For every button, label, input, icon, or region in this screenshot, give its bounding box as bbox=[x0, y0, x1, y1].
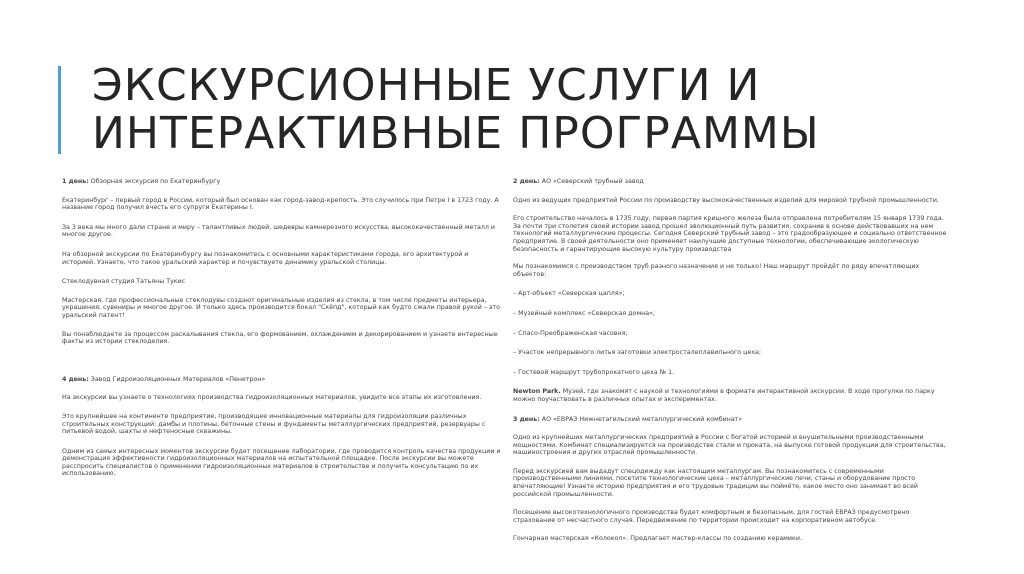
left-paragraph-8: Это крупнейшее на континенте предприятие, производящее инновационные материалы для гидроизоляции различных строительных конструкций: дамбы и плотины, бетонные стены и фундаменты металлургических предприятий, резервуары с питьевой водой, шахты и нефтеносные скважины. bbox=[62, 412, 486, 436]
day1-label: 1 день: bbox=[62, 178, 89, 185]
day1-heading bbox=[62, 178, 502, 186]
slide-title-line-1: ЭКСКУРСИОННЫЕ УСЛУГИ И bbox=[92, 60, 761, 111]
left-paragraph-7: На экскурсии вы узнаете о технологиях производства гидроизоляционных материалов, увидите все этапы их изготовления. bbox=[62, 394, 482, 402]
newton-park-paragraph bbox=[513, 388, 953, 403]
left-column bbox=[62, 178, 502, 478]
left-paragraph-3: На обзорной экскурсии по Екатеринбургу вы познакомитесь с основными характеристиками города, его архитектурой и историей. Узнаете, что такое уральский характер и почувствуете динамику уральской столицы. bbox=[62, 250, 469, 266]
newton-park-text: Музей, где знакомят с наукой и технологиями в формате интерактивной экскурсии. В ходе прогулки по парку можно поучаствовать в различных опытах и экспериментах. bbox=[513, 388, 935, 403]
left-paragraph-2: За 3 века мы много дали стране и миру – талантливых людей, шедевры камнерезного искусства, высококачественный металл и многое другое. bbox=[62, 223, 496, 239]
right-paragraph-3: Мы познакомимся с производством труб разного назначения и не только! Наш маршрут пройдёт по ряду впечатляющих объектов: bbox=[513, 263, 920, 278]
title-accent-bar bbox=[58, 66, 61, 154]
day3-title: АО «ЕВРАЗ Нижнетагильский металлургический комбинат» bbox=[539, 415, 743, 423]
route-item-4: – Участок непрерывного литья заготовки электросталеплавильного цеха; bbox=[513, 349, 762, 357]
left-paragraph-9: Одним из самых интересных моментов экскурсии будет посещение лаборатории, где проводится контроль качества продукции и демонстрация эффективности гидроизоляционных материалов на испытательной площадке. После экскурсии вы можете расспросить специалистов о применении гидроизоляционных материалов в строительстве и получить консультацию по их использованию. bbox=[62, 447, 501, 478]
left-paragraph-6: Вы понаблюдаете за процессом раскалывания стекла, его формованием, охлаждением и декорированием и узнаете интересные факты из истории стеклоделия. bbox=[62, 330, 498, 346]
route-item-2: – Музейный комплекс «Северская домна»; bbox=[513, 309, 656, 317]
left-paragraph-1: Екатеринбург – первый город в России, который был основан как город-завод-крепость. Это случилось при Петре I в 1723 году. А название город получил вчесть его супруги Екатерины I. bbox=[62, 196, 499, 212]
right-paragraph-4: Одно из крупнейших металлургических предприятий в России с богатой историей и внушительными производственными мощностями. Комбинат специализируется на производстве стали и проката, на выпуске готовой продукции для строительства, машиностроения и других отраслей промышленности. bbox=[513, 434, 946, 457]
day3-heading bbox=[513, 416, 953, 424]
route-item-3: – Спасо-Преображенская часовня; bbox=[513, 329, 628, 337]
right-paragraph-6: Посещение высокотехнологичного производства будет комфортным и безопасным, для гостей ЕВРАЗ предусмотрено страхование от несчастного случая. Передвижение по территории происходит на корпоративном автобусе. bbox=[513, 509, 910, 524]
slide-title-line-2: ИНТЕРАКТИВНЫЕ ПРОГРАММЫ bbox=[92, 108, 820, 159]
right-paragraph-1: Одно из ведущих предприятий России по производству высококачественных изделий для мировой трубной промышленности. bbox=[513, 196, 939, 204]
day2-title: АО «Северский трубный завод bbox=[539, 178, 644, 185]
day4-title: Завод Гидроизоляционных Материалов «Пенетрон» bbox=[88, 375, 266, 383]
day4-label: 4 день: bbox=[62, 375, 89, 383]
day1-title: Обзорная экскурсия по Екатеринбургу bbox=[88, 178, 221, 185]
newton-park-label: Newton Park. bbox=[513, 388, 561, 396]
day2-heading bbox=[513, 178, 953, 186]
day2-label: 2 день: bbox=[513, 178, 540, 185]
route-item-5: – Гостевой маршрут трубопрокатного цеха № 1. bbox=[513, 368, 675, 376]
right-paragraph-2: Его строительство началось в 1735 году, первая партия крицного железа была отправлена потребителям 15 января 1739 года. За почти три столетия своей истории завод прошел эволюционный путь развития, сохранив в основе действовавших на нем технологий металлургические процессы. Сегодня Северский трубный завод – это градообразующее и социально ответственное предприятие. В своей деятельности оно применяет наилучшие доступные технологии, обеспечивающие экологическую безопасность и гарантирующие высокую культуру производства bbox=[513, 215, 947, 253]
right-column bbox=[513, 178, 953, 543]
route-item-1: – Арт-объект «Северская цапля»; bbox=[513, 290, 625, 298]
slide-title bbox=[92, 62, 992, 158]
left-paragraph-5: Мастерская, где профессиональные стеклодувы создают оригинальные изделия из стекла, в том числе предметы интерьера, украшения, сувениры и многое другое. И только здесь производится бокал "Скёпд", который как будто сжали правой рукой – это уральский патент! bbox=[62, 296, 500, 319]
right-paragraph-5: Перед экскурсией вам выдадут спецодежду как настоящим металлургам. Вы познакомитесь с современными производственными линиями, посетите технологические цеха – металлургические печи, станы и оборудование просто впечатляющие! Узнаете историю предприятия и его трудовые традиции вы поймёте, какое место оно занимает во всей российской промышленности. bbox=[513, 467, 918, 498]
right-paragraph-7: Гончарная мастерская «Колокол». Предлагает мастер-классы по созданию керамики. bbox=[513, 535, 802, 543]
left-paragraph-4: Стеклодувная студия Татьяны Тукис bbox=[62, 278, 186, 286]
day4-heading bbox=[62, 376, 502, 384]
day3-label: 3 день: bbox=[513, 415, 540, 423]
